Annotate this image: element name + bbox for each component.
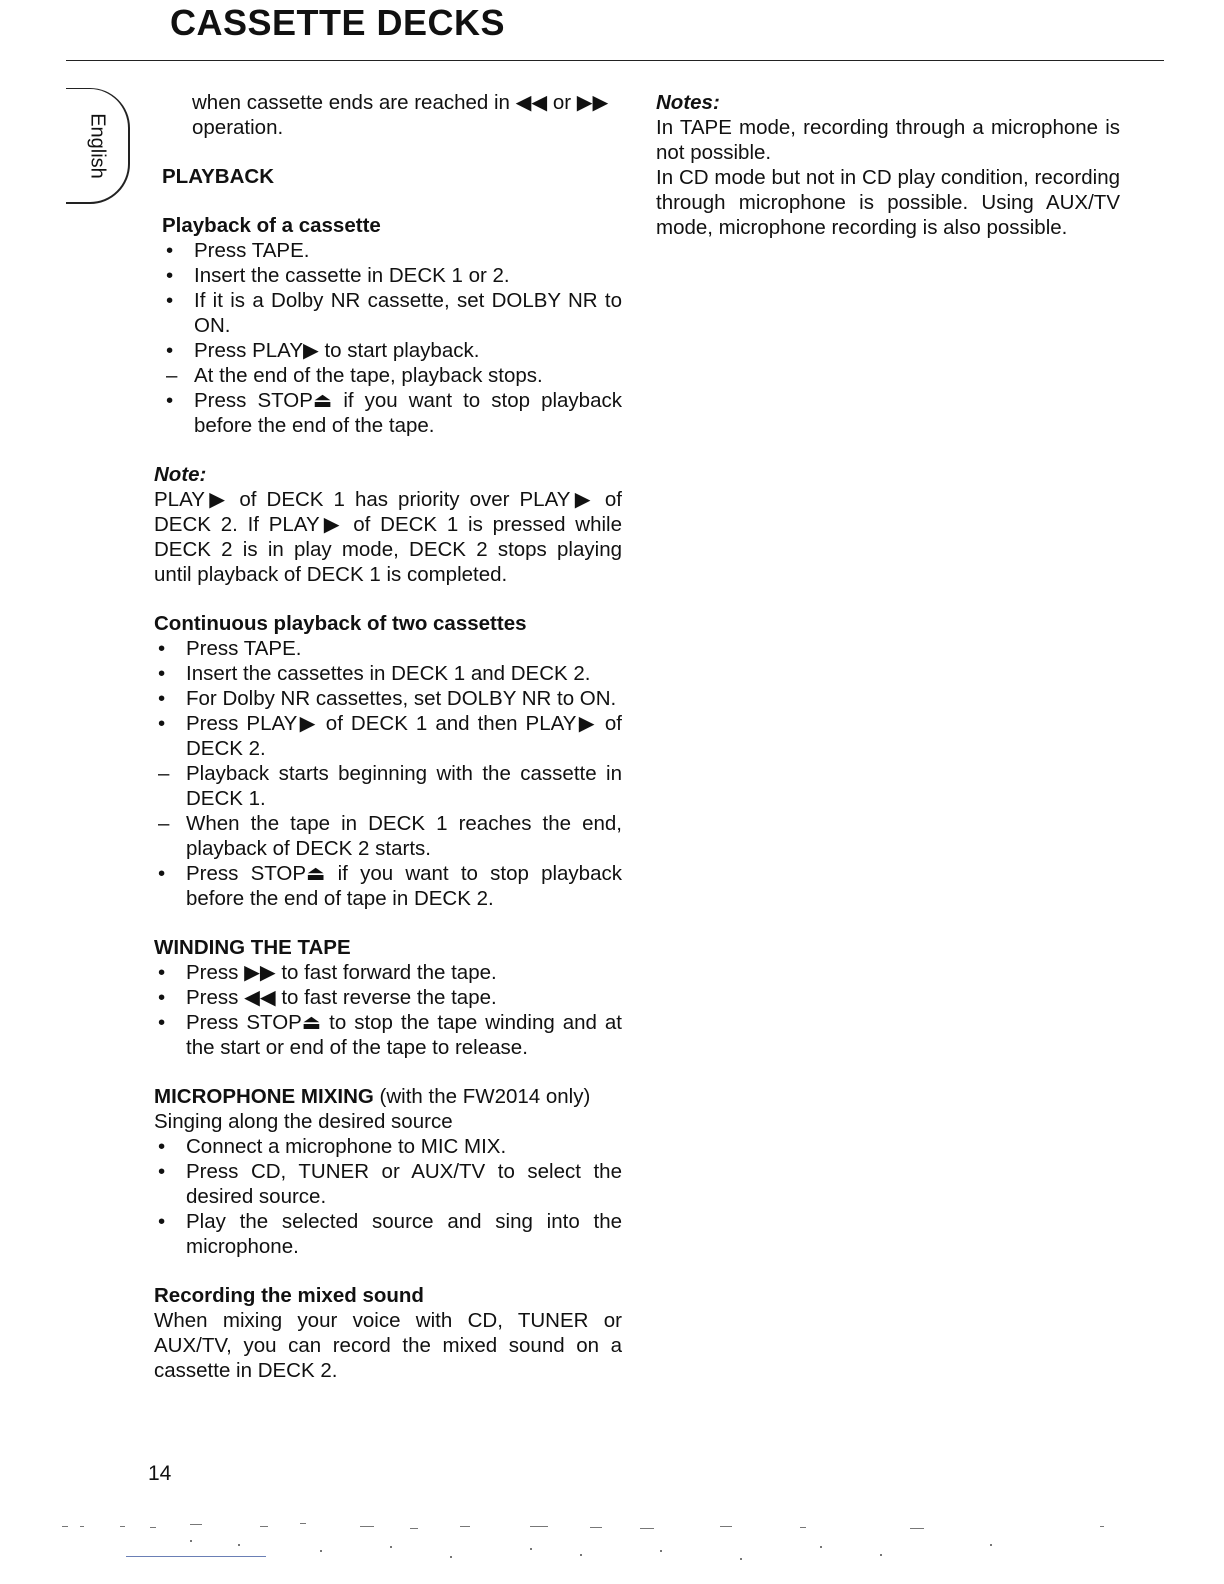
list-item-text: Press PLAY▶ of DECK 1 and then PLAY▶ of DECK 2.: [186, 712, 622, 760]
list-item-text: Press STOP⏏ if you want to stop playback before the end of the tape.: [194, 389, 622, 437]
bullet-mark: •: [166, 389, 174, 412]
list-item-text: Insert the cassettes in DECK 1 and DECK 2.: [186, 662, 591, 685]
list-item-text: Insert the cassette in DECK 1 or 2.: [194, 264, 510, 287]
list-item: [154, 1159, 622, 1209]
dash-mark: –: [158, 812, 170, 835]
dash-mark: –: [158, 762, 170, 785]
language-tab: [66, 88, 130, 204]
bullet-mark: •: [158, 637, 166, 660]
list-item: [162, 388, 622, 438]
list-item-text: Press STOP⏏ if you want to stop playback before the end of tape in DECK 2.: [186, 862, 622, 910]
mic-mixing-subtitle: Singing along the desired source: [154, 1110, 453, 1133]
notes-text: In TAPE mode, recording through a microphone is not possible.: [656, 116, 1120, 164]
left-column: [154, 90, 622, 1383]
bullet-mark: •: [158, 862, 166, 885]
list-item-text: Press ◀◀ to fast reverse the tape.: [186, 986, 497, 1009]
list-item: [154, 661, 622, 686]
list-item: [154, 636, 622, 661]
list-item-text: Press ▶▶ to fast forward the tape.: [186, 961, 497, 984]
mic-mixing-heading-line: [154, 1084, 622, 1109]
intro-text: when cassette ends are reached in ◀◀ or ▶▶ operation.: [192, 91, 609, 139]
bullet-mark: •: [158, 662, 166, 685]
list-item-text: Play the selected source and sing into the microphone.: [186, 1210, 622, 1258]
list-item-text: For Dolby NR cassettes, set DOLBY NR to ON.: [186, 687, 617, 710]
bullet-mark: •: [166, 264, 174, 287]
list-item-text: Press STOP⏏ to stop the tape winding and at the start or end of the tape to release.: [186, 1011, 622, 1059]
list-item: [154, 861, 622, 911]
list-item: [154, 1134, 622, 1159]
bullet-mark: •: [158, 961, 166, 984]
list-item-text: Press PLAY▶ to start playback.: [194, 339, 480, 362]
list-item-text: If it is a Dolby NR cassette, set DOLBY NR to ON.: [194, 289, 622, 337]
list-item-text: When the tape in DECK 1 reaches the end, playback of DECK 2 starts.: [186, 812, 622, 860]
list-item: [154, 711, 622, 761]
scan-noise-decoration: [60, 1520, 1160, 1580]
list-item: [162, 238, 622, 263]
mic-mixing-heading: MICROPHONE MIXING: [154, 1085, 374, 1108]
dash-mark: –: [166, 364, 178, 387]
winding-list: [154, 960, 622, 1060]
bullet-mark: •: [158, 712, 166, 735]
playback-heading: PLAYBACK: [162, 165, 275, 188]
mic-mixing-list: [154, 1134, 622, 1259]
list-item-text: Connect a microphone to MIC MIX.: [186, 1135, 507, 1158]
playback-cassette-heading: Playback of a cassette: [162, 214, 381, 237]
notes-text: In CD mode but not in CD play condition, recording through microphone is possible. Using AUX/TV mode, microphone recording is also possible.: [656, 166, 1120, 239]
page-title: CASSETTE DECKS: [170, 2, 506, 43]
mic-mixing-heading-suffix: (with the FW2014 only): [373, 1085, 591, 1108]
note-text: PLAY▶ of DECK 1 has priority over PLAY▶ of DECK 2. If PLAY▶ of DECK 1 is pressed while DECK 2 is in play mode, DECK 2 stops playing until playback of DECK 1 is completed.: [154, 488, 622, 586]
bullet-mark: •: [158, 1011, 166, 1034]
note-label: Note:: [154, 463, 207, 486]
notes-label: Notes:: [656, 91, 720, 114]
list-item: [154, 985, 622, 1010]
bullet-mark: •: [166, 239, 174, 262]
page-number: 14: [148, 1462, 172, 1485]
continuous-playback-list: [154, 636, 622, 911]
playback-cassette-list: [162, 238, 622, 438]
bullet-mark: •: [166, 289, 174, 312]
scan-noise-line: [126, 1556, 266, 1557]
list-item: [162, 263, 622, 288]
list-item-text: At the end of the tape, playback stops.: [194, 364, 543, 387]
list-item: [162, 363, 622, 388]
recording-mixed-heading: Recording the mixed sound: [154, 1284, 424, 1307]
bullet-mark: •: [158, 986, 166, 1009]
list-item: [162, 338, 622, 363]
winding-heading: WINDING THE TAPE: [154, 936, 351, 959]
list-item: [154, 811, 622, 861]
continuous-playback-heading: Continuous playback of two cassettes: [154, 612, 527, 635]
list-item: [154, 686, 622, 711]
recording-mixed-text: When mixing your voice with CD, TUNER or AUX/TV, you can record the mixed sound on a cassette in DECK 2.: [154, 1309, 622, 1382]
bullet-mark: •: [158, 1210, 166, 1233]
bullet-mark: •: [158, 1135, 166, 1158]
bullet-mark: •: [166, 339, 174, 362]
right-column: [656, 90, 1120, 240]
list-item-text: Press CD, TUNER or AUX/TV to select the desired source.: [186, 1160, 622, 1208]
list-item: [154, 1209, 622, 1259]
list-item-text: Playback starts beginning with the cassette in DECK 1.: [186, 762, 622, 810]
list-item: [154, 960, 622, 985]
bullet-mark: •: [158, 687, 166, 710]
list-item: [162, 288, 622, 338]
language-tab-label: English: [86, 112, 109, 179]
header-rule: [66, 60, 1164, 61]
list-item: [154, 761, 622, 811]
list-item-text: Press TAPE.: [186, 637, 302, 660]
list-item-text: Press TAPE.: [194, 239, 310, 262]
list-item: [154, 1010, 622, 1060]
bullet-mark: •: [158, 1160, 166, 1183]
